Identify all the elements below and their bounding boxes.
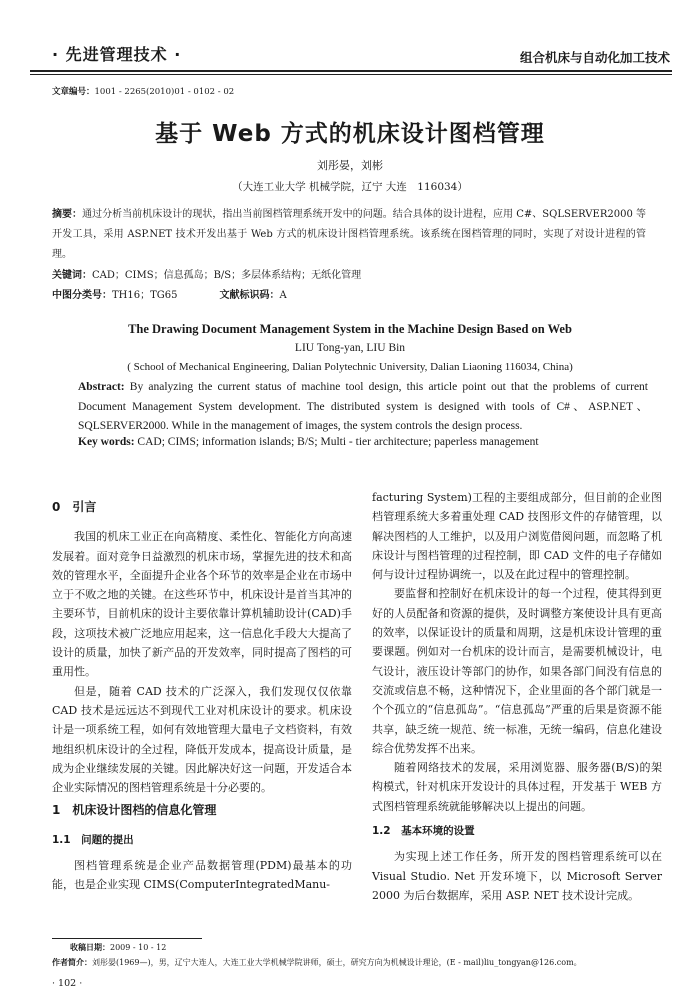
paragraph: facturing System)工程的主要组成部分，但目前的企业图档管理系统大多着重处理 CAD 技图形文件的存储管理，以解决图档的人工维护，以及用户浏览借阅问题，而忽略了机床设计与图档管理的过程控制，即 CAD 文件的电子存储如何与设计过程协调统一，以及在此过程中的管理控制。 [372, 491, 662, 582]
section-1-1-heading: 1.1 问题的提出 [52, 833, 134, 846]
keywords-en [78, 436, 539, 448]
abstract-cn-label: 摘要： [52, 209, 83, 220]
paragraph: 但是，随着 CAD 技术的广泛深入，我们发现仅仅依靠 CAD 技术是远远达不到现代工业对机床设计的要求。机床设计是一项系统工程，如何有效地管理大量电子文档资料，有效地组织机床设计的全过程，降低开发成本，提高设计质量，是成为企业继续发展的关键。因此解决好这一问题，开发适合本企业实际情况的图档管理系统是十分必要的。 [52, 684, 352, 795]
section-1-2-heading: 1.2 基本环境的设置 [372, 825, 475, 838]
paragraph: 图档管理系统是企业产品数据管理(PDM)最基本的功能，也是企业实现 CIMS(ComputerIntegratedManu- [52, 859, 352, 892]
section-0-heading: 0 引言 [52, 500, 97, 514]
keywords-cn [52, 266, 361, 281]
article-number-value: 1001 - 2265(2010)01 - 0102 - 02 [94, 87, 235, 97]
keywords-en-label: Key words: [78, 436, 135, 448]
abstract-cn [52, 205, 646, 265]
bio-value: 刘彤晏(1969—)，男，辽宁大连人，大连工业大学机械学院讲师，硕士，研究方向为机械设计理论，(E - mail)liu_tongyan@126.com。 [92, 958, 582, 967]
authors-en: LIU Tong-yan, LIU Bin [294, 342, 406, 354]
journal-name: 组合机床与自动化加工技术 [519, 50, 670, 65]
section-header: · 先进管理技术 · [52, 45, 182, 64]
keywords-cn-label: 关键词： [52, 270, 92, 281]
abstract-cn-text: 通过分析当前机床设计的现状，指出当前图档管理系统开发中的问题。结合具体的设计进程，应用 C#、SQLSERVER2000 等开发工具，采用 ASP.NET 技术开发出基于 Web 方式的机床设计图档管理系统。该系统在图档管理的同时，实现了对设计进程的管理。 [52, 209, 647, 260]
paragraph: 我国的机床工业正在向高精度、柔性化、智能化方向高速发展着。面对竞争日益激烈的机床市场，掌握先进的技术和高效的管理水平，全面提升企业各个环节的效率是企业在市场中立于不败之地的关键。在这些环节中，机床设计是首当其冲的主要环节，目前机床的设计主要依靠计算机辅助设计(CAD)手段，这项技术被广泛地应用起来，这一信息化手段大大提高了设计的质量，加快了新产品的开发效率，同时提高了图档的可重用性。 [52, 530, 352, 679]
affiliation-cn: （大连工业大学 机械学院，辽宁 大连 116034） [232, 181, 468, 193]
clc-value: TH16；TG65 [112, 290, 178, 301]
body-left-column [52, 494, 352, 895]
header-rule-thick [30, 70, 672, 72]
clc-label: 中图分类号： [52, 290, 112, 301]
doc-code-label: 文献标识码： [219, 290, 280, 301]
keywords-cn-text: CAD；CIMS；信息孤岛；B/S；多层体系结构；无纸化管理 [92, 270, 362, 281]
abstract-en-label: Abstract: [78, 381, 125, 393]
title-en: The Drawing Document Management System in the Machine Design Based on Web [128, 322, 572, 336]
article-number [52, 85, 234, 97]
received-label: 收稿日期： [70, 943, 110, 952]
header-rule-thin [30, 74, 672, 75]
article-number-label: 文章编号： [52, 87, 95, 97]
abstract-en [78, 378, 648, 437]
received-value: 2009 - 10 - 12 [110, 943, 167, 952]
section-1-heading: 1 机床设计图档的信息化管理 [52, 803, 217, 818]
authors-cn: 刘彤晏，刘彬 [317, 159, 383, 172]
footnote-author-bio [52, 957, 582, 968]
paragraph: 要监督和控制好在机床设计的每一个过程，使其得到更好的人员配备和资源的提供，及时调整方案使设计具有更高的效率，以保证设计的质量和周期，这是机床设计管理的重要课题。例如对一台机床的设计而言，是需要机械设计，电气设计，液压设计等部门的协作，如果各部门间没有信息的交流或信息不畅，这种情况下，企业里面的各个部门就是一个个孤立的“信息孤岛”。“信息孤岛”严重的后果是资源不能共享，缺乏统一规范、统一标准，无统一编码，信息化建设综合优势发挥不出来。 [372, 587, 662, 755]
classification [52, 286, 287, 301]
body-right-column [372, 488, 662, 905]
keywords-en-text: CAD; CIMS; information islands; B/S; Multi - tier architecture; paperless management [134, 436, 539, 448]
footnote-received [70, 942, 166, 953]
bio-label: 作者简介： [52, 958, 92, 967]
page-number: · 102 · [52, 978, 83, 989]
paragraph: 随着网络技术的发展，采用浏览器、服务器(B/S)的架构模式，针对机床开发设计的具体过程，开发基于 WEB 方式图档管理系统就能够解决以上提出的问题。 [372, 761, 662, 813]
affiliation-en: ( School of Mechanical Engineering, Dalian Polytechnic University, Dalian Liaoning 116034, China) [127, 361, 573, 373]
footnote-rule [52, 938, 202, 939]
title-cn: 基于 Web 方式的机床设计图档管理 [155, 121, 545, 147]
abstract-en-text: By analyzing the current status of machine tool design, this article point out that the problems of current Document Management System development. The distributed system is designed with tools of C#、ASP.NET、SQLSERVER2000. While in the management of images, the system controls the design process. [78, 381, 648, 432]
doc-code-value: A [279, 290, 287, 301]
paragraph: 为实现上述工作任务，所开发的图档管理系统可以在 Visual Studio. Net 开发环境下，以 Microsoft Server 2000 为后台数据库，采用 ASP. NET 技术设计完成。 [372, 850, 662, 902]
